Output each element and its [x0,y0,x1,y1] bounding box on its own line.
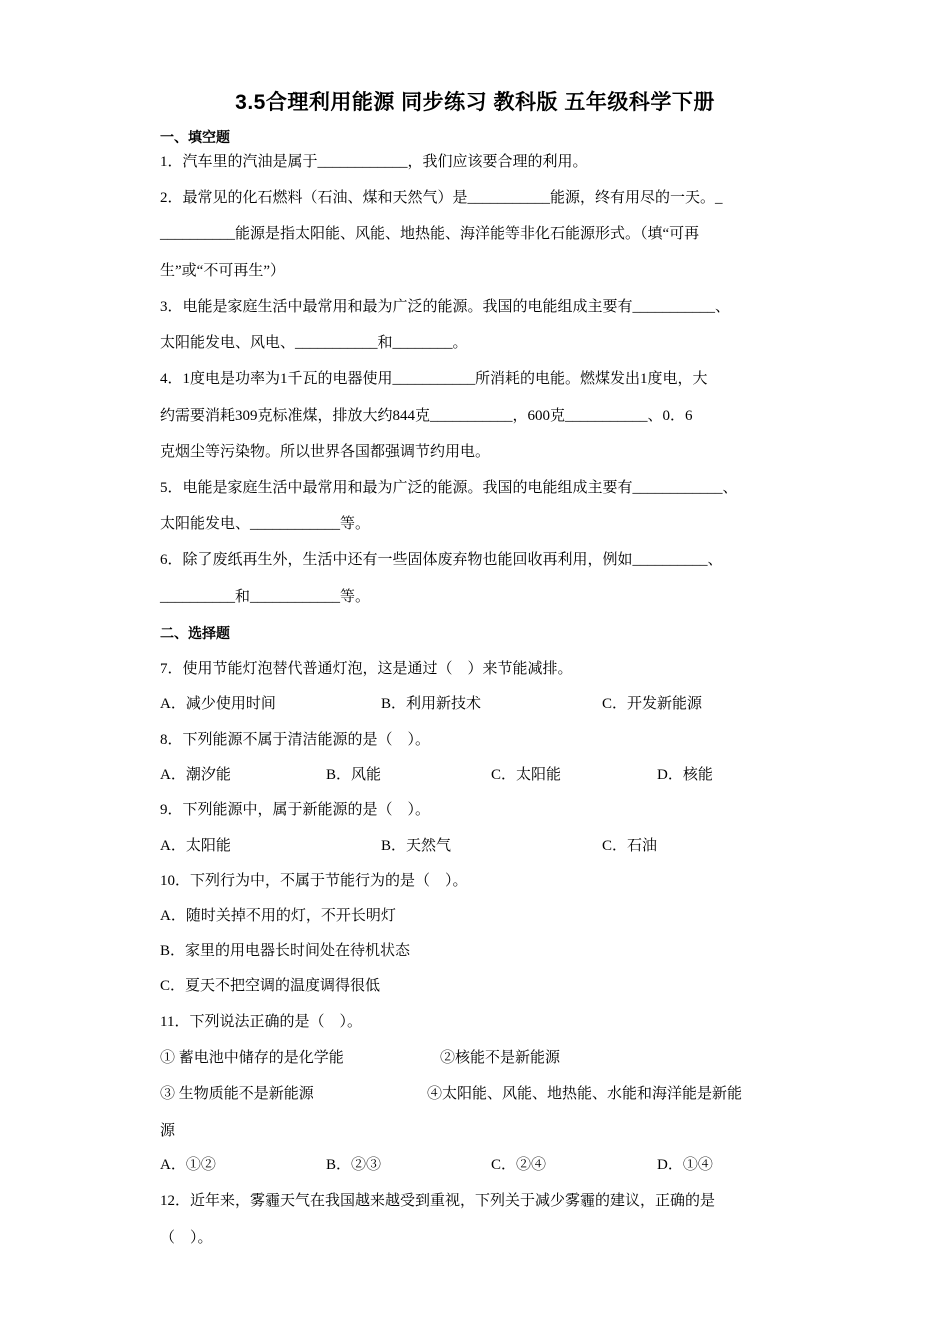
question-10-option-a[interactable]: A．随时关掉不用的灯，不开长明灯 [160,908,396,924]
question-11-option-d[interactable]: D．①④ [657,1157,713,1173]
question-11-statement-3: ③ 生物质能不是新能源 [160,1086,314,1102]
question-12-stem-line-1: 12．近年来，雾霾天气在我国越来越受到重视，下列关于减少雾霾的建议，正确的是 [160,1193,716,1209]
document-title: 3.5合理利用能源 同步练习 教科版 五年级科学下册 [235,91,715,114]
question-11-option-a[interactable]: A．①② [160,1157,216,1173]
question-7-option-b[interactable]: B．利用新技术 [381,696,482,712]
question-9-stem: 9．下列能源中，属于新能源的是（ ）。 [160,802,431,818]
question-2-line-1: 2．最常见的化石燃料（石油、煤和天然气）是___________能源，终有用尽的一天。_ [160,190,723,206]
question-6-line-1: 6．除了废纸再生外，生活中还有一些固体废弃物也能回收再利用，例如__________、 [160,552,723,568]
question-8-option-a[interactable]: A．潮汐能 [160,767,231,783]
question-9-option-c[interactable]: C．石油 [602,838,658,854]
question-1-line: 1．汽车里的汽油是属于____________，我们应该要合理的利用。 [160,154,588,170]
question-4-line-1: 4．1度电是功率为1千瓦的电器使用___________所消耗的电能。燃煤发出1度电，大 [160,371,708,387]
question-11-statement-4-continued: 源 [160,1123,176,1139]
question-10-option-c[interactable]: C．夏天不把空调的温度调得很低 [160,978,381,994]
question-10-option-b[interactable]: B．家里的用电器长时间处在待机状态 [160,943,411,959]
question-8-option-b[interactable]: B．风能 [326,767,382,783]
question-8-option-d[interactable]: D．核能 [657,767,713,783]
question-7-stem: 7．使用节能灯泡替代普通灯泡，这是通过（ ）来节能减排。 [160,661,573,677]
question-12-stem-line-2: （ ）。 [160,1230,213,1246]
question-9-option-b[interactable]: B．天然气 [381,838,452,854]
question-7-option-a[interactable]: A．减少使用时间 [160,696,276,712]
question-8-option-c[interactable]: C．太阳能 [491,767,562,783]
question-6-line-2: __________和____________等。 [160,589,371,605]
question-8-stem: 8．下列能源不属于清洁能源的是（ ）。 [160,732,431,748]
question-4-line-2: 约需要消耗309克标准煤，排放大约844克___________，600克___________、0．6 [160,408,693,424]
question-11-statement-2: ②核能不是新能源 [440,1050,561,1066]
question-11-option-c[interactable]: C．②④ [491,1157,547,1173]
question-7-option-c[interactable]: C．开发新能源 [602,696,703,712]
question-3-line-2: 太阳能发电、风电、___________和________。 [160,335,468,351]
question-4-line-3: 克烟尘等污染物。所以世界各国都强调节约用电。 [160,444,491,460]
question-2-line-2: __________能源是指太阳能、风能、地热能、海洋能等非化石能源形式。（填“可再 [160,226,700,242]
question-11-stem: 11．下列说法正确的是（ ）。 [160,1014,362,1030]
section-heading-fill-blank: 一、填空题 [160,130,230,146]
question-11-option-b[interactable]: B．②③ [326,1157,382,1173]
section-heading-multiple-choice: 二、选择题 [160,626,230,642]
question-5-line-1: 5．电能是家庭生活中最常用和最为广泛的能源。我国的电能组成主要有____________、 [160,480,738,496]
question-2-line-3: 生”或“不可再生”） [160,263,285,279]
question-10-stem: 10．下列行为中，不属于节能行为的是（ ）。 [160,873,468,889]
question-11-statement-4: ④太阳能、风能、地热能、水能和海洋能是新能 [427,1086,743,1102]
question-5-line-2: 太阳能发电、____________等。 [160,516,371,532]
question-11-statement-1: ① 蓄电池中储存的是化学能 [160,1050,344,1066]
question-9-option-a[interactable]: A．太阳能 [160,838,231,854]
question-3-line-1: 3．电能是家庭生活中最常用和最为广泛的能源。我国的电能组成主要有___________、 [160,299,731,315]
